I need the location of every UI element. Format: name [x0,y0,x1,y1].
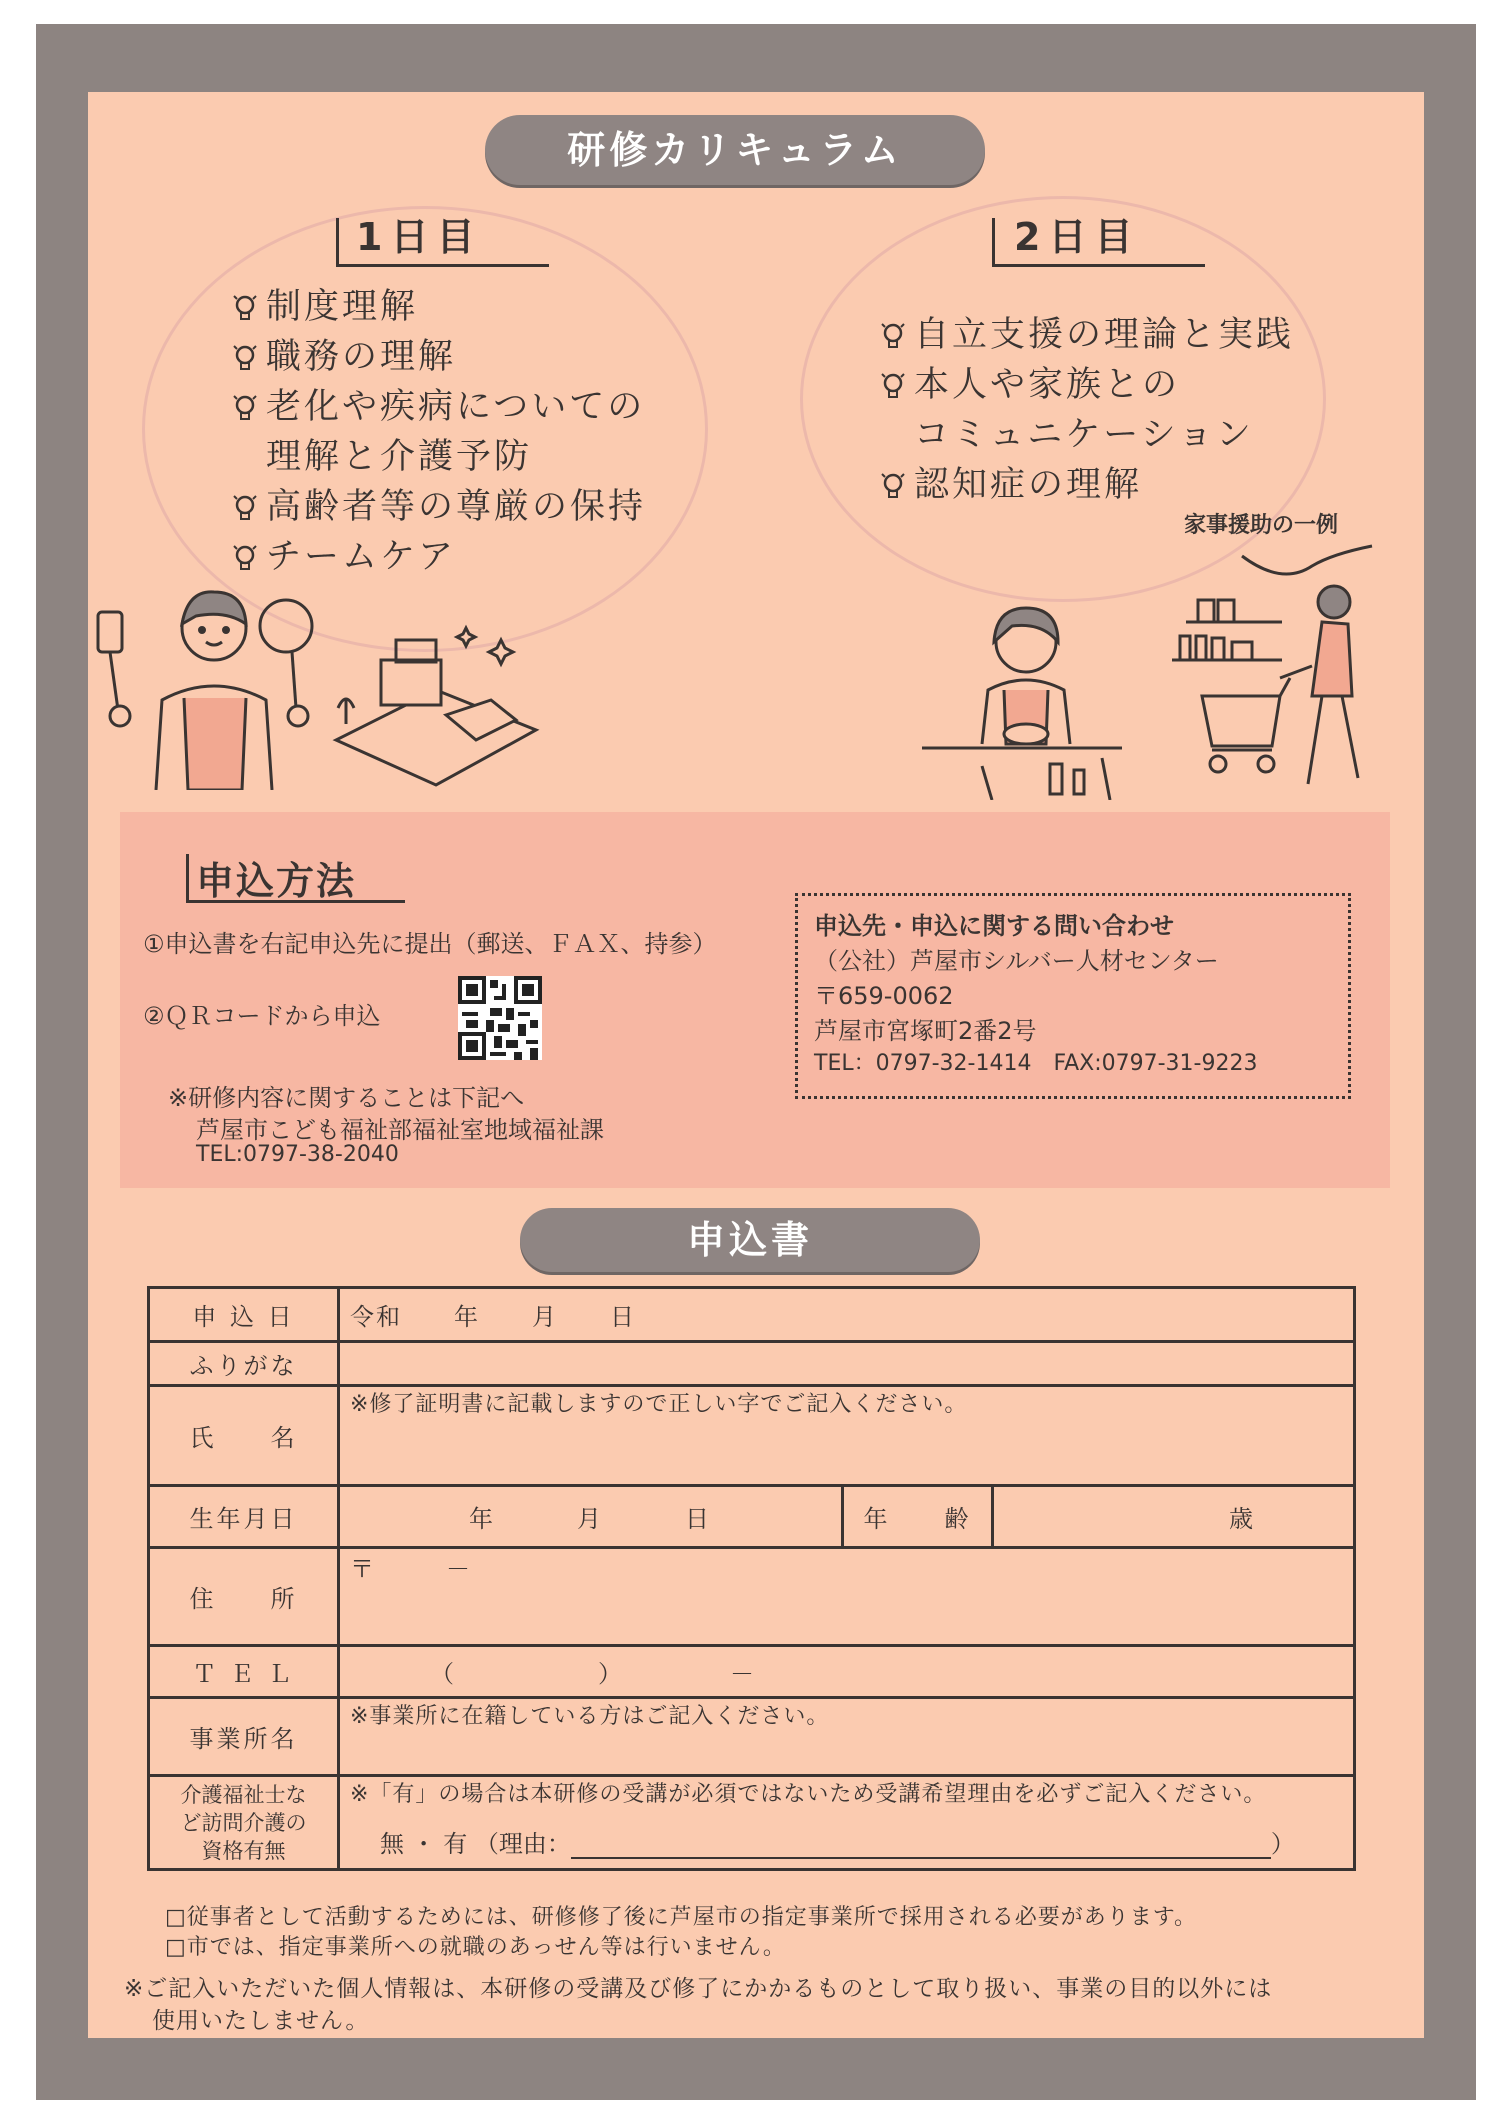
contact-title: 申込先・申込に関する問い合わせ [814,912,1174,940]
item-text: 自立支援の理論と実践 [914,315,1295,355]
address-label: 住 所 [149,1548,339,1646]
date-label: 申 込 日 [149,1288,339,1342]
contact-org: （公社）芦屋市シルバー人材センター [814,947,1219,975]
list-item [232,532,646,582]
item-text: 認知症の理解 [914,465,1143,505]
lightbulb-icon [880,322,906,352]
contact-zip: 〒659-0062 [814,982,954,1010]
tel-field[interactable] [339,1646,1355,1698]
office-label: 事業所名 [149,1698,339,1776]
birth-field[interactable] [339,1486,843,1548]
item-text: 本人や家族との [914,365,1181,405]
age-field[interactable] [993,1486,1355,1548]
cert-label-line: ど訪問介護の [180,1810,307,1835]
lightbulb-icon [880,472,906,502]
address-field[interactable] [339,1548,1355,1646]
list-item [232,332,646,382]
tel-value: （ ） － [430,1660,754,1688]
form-title: 申込書 [520,1208,980,1272]
qr-code[interactable] [458,976,542,1060]
cert-note: ※「有」の場合は本研修の受講が必須ではないため受講希望理由を必ずご記入ください。 [350,1782,1267,1807]
item-text: コミュニケーション [914,415,1254,455]
age-label: 年 齢 [843,1486,993,1548]
reason-line[interactable] [571,1857,1271,1859]
cert-value: 無 ・ 有 （理由： [380,1830,571,1858]
lightbulb-icon [232,294,258,324]
age-unit: 歳 [1229,1505,1253,1533]
lightbulb-icon [232,544,258,574]
address-value: 〒 － [350,1555,470,1583]
curriculum-title: 研修カリキュラム [485,115,985,185]
list-item [880,360,1294,410]
lightbulb-icon [880,372,906,402]
room-illustration [326,620,546,790]
apply-method-title: 申込方法 [196,859,357,903]
list-item-continuation [880,410,1294,460]
day2-label: 2日目 [1014,215,1141,259]
cook-illustration [96,580,336,790]
footnote-2: □市では、指定事業所への就職のあっせん等は行いません。 [165,1935,786,1960]
dishwashing-illustration [922,594,1122,800]
form-row-birth [149,1486,1355,1548]
apply-note1: ※研修内容に関することは下記へ [168,1084,525,1112]
birth-value: 年 月 日 [469,1505,712,1533]
name-note: ※修了証明書に記載しますので正しい字でご記入ください。 [350,1392,968,1417]
apply-step2: ②ＱＲコードから申込 [143,1002,381,1030]
list-item-continuation [232,432,646,482]
footnote-3b: 使用いたしません。 [152,2008,370,2034]
apply-note3: TEL:0797-38-2040 [196,1142,399,1167]
birth-label: 生年月日 [149,1486,339,1548]
item-text: 理解と介護予防 [266,437,533,477]
shopping-illustration [1162,526,1392,806]
form-row-address [149,1548,1355,1646]
application-form [147,1286,1356,1871]
list-item [232,482,646,532]
item-text: 職務の理解 [266,337,457,377]
name-label: 氏 名 [149,1386,339,1486]
contact-phone: TEL：0797-32-1414 FAX:0797-31-9223 [814,1051,1258,1076]
office-field[interactable] [339,1698,1355,1776]
day1-label: 1日目 [356,215,483,259]
cert-field[interactable] [339,1776,1355,1870]
office-note: ※事業所に在籍している方はご記入ください。 [350,1704,830,1729]
form-row-furigana [149,1342,1355,1386]
name-field[interactable] [339,1386,1355,1486]
day2-list [880,310,1294,510]
form-row-cert [149,1776,1355,1870]
cert-close: ） [1270,1830,1295,1858]
cert-label [149,1776,339,1870]
contact-box [795,893,1351,1099]
item-text: 高齢者等の尊厳の保持 [266,487,647,527]
footnote-1: □従事者として活動するためには、研修修了後に芦屋市の指定事業所で採用される必要があります。 [165,1905,1198,1930]
lightbulb-icon [232,344,258,374]
example-caption: 家事援助の一例 [1184,513,1339,538]
form-row-name [149,1386,1355,1486]
lightbulb-icon [232,394,258,424]
date-field[interactable] [339,1288,1355,1342]
list-item [232,382,646,432]
tel-label: Ｔ Ｅ Ｌ [149,1646,339,1698]
contact-address: 芦屋市宮塚町2番2号 [814,1017,1037,1045]
footnote-3a: ※ご記入いただいた個人情報は、本研修の受講及び修了にかかるものとして取り扱い、事業の目的以外には [124,1976,1273,2002]
form-row-office [149,1698,1355,1776]
cert-label-line: 資格有無 [201,1838,286,1863]
date-value: 令和 年 月 日 [350,1303,636,1331]
apply-note2: 芦屋市こども福祉部福祉室地域福祉課 [196,1116,604,1144]
form-row-tel [149,1646,1355,1698]
furigana-label: ふりがな [149,1342,339,1386]
furigana-field[interactable] [339,1342,1355,1386]
item-text: 制度理解 [266,287,419,327]
list-item [880,310,1294,360]
form-row-date [149,1288,1355,1342]
item-text: チームケア [266,537,457,577]
list-item [880,460,1294,510]
list-item [232,282,646,332]
cert-label-line: 介護福祉士な [180,1782,307,1807]
day1-list [232,282,646,582]
lightbulb-icon [232,494,258,524]
item-text: 老化や疾病についての [266,387,646,427]
apply-step1: ①申込書を右記申込先に提出（郵送、ＦＡＸ、持参） [143,930,717,958]
